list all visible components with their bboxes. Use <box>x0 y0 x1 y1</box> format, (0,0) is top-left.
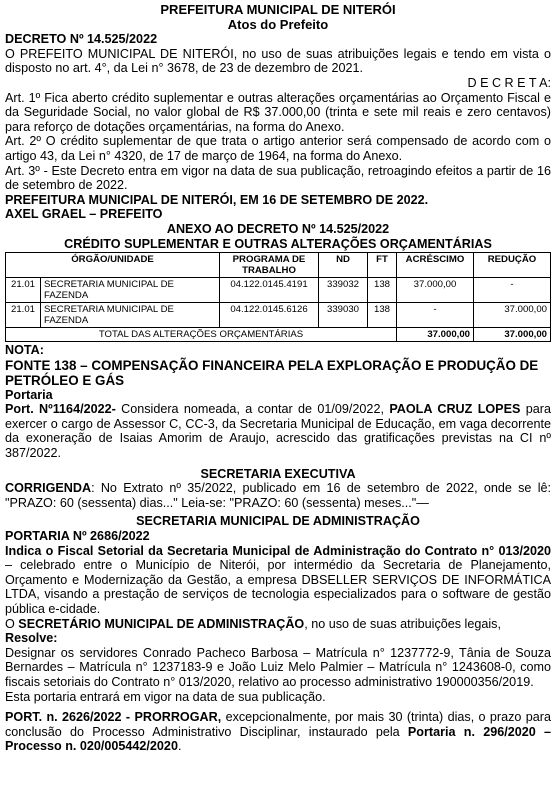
portaria-1164-lead: Port. Nº1164/2022- <box>5 402 116 417</box>
table-row <box>6 278 551 303</box>
designar-text: Designar os servidores Conrado Pacheco Barbosa – Matrícula n° 1237772-9, Tânia de Souza Bernardes – Matrícula n° 1237183-9 e João Luiz Melo Palmier – Matrícula n° 1243608-0, como fiscais setoriais do Contrato n° 013/2020, relativo ao processo administrativo 190000356/2019. <box>5 645 551 689</box>
portaria-2686-title: PORTARIA Nº 2686/2022 <box>5 529 150 544</box>
decreto-sign-place: PREFEITURA MUNICIPAL DE NITERÓI, EM 16 DE SETEMBRO DE 2022. <box>5 192 429 207</box>
cell-nd: 339030 <box>319 303 368 328</box>
portaria-2686-ementa <box>5 544 551 617</box>
decreto-sign-name: AXEL GRAEL – PREFEITO <box>5 207 163 222</box>
cell-unit: SECRETARIA MUNICIPAL DE FAZENDA <box>41 303 220 328</box>
decreto-decreta: D E C R E T A: <box>467 75 551 90</box>
col-orgao: ÓRGÃO/UNIDADE <box>6 253 220 278</box>
cell-acrescimo: - <box>397 303 474 328</box>
portaria-1164-text-a: Considera nomeada, a contar de 01/09/2022, <box>115 402 390 417</box>
col-acrescimo: ACRÉSCIMO <box>397 253 474 278</box>
portaria-1164 <box>5 402 551 460</box>
col-programa: PROGRAMA DE TRABALHO <box>220 253 319 278</box>
cell-programa: 04.122.0145.6126 <box>220 303 319 328</box>
anexo-table <box>5 252 551 342</box>
portaria-2626-lead: PORT. n. 2626/2022 - PRORROGAR, <box>5 710 222 725</box>
total-acrescimo: 37.000,00 <box>397 328 474 342</box>
secretario-line <box>5 617 551 632</box>
secretario-title: SECRETÁRIO MUNICIPAL DE ADMINISTRAÇÃO <box>18 616 305 631</box>
cell-reducao: 37.000,00 <box>474 303 551 328</box>
cell-programa: 04.122.0145.4191 <box>220 278 319 303</box>
table-total-row <box>6 328 551 342</box>
executiva-title: SECRETARIA EXECUTIVA <box>200 466 356 481</box>
nota-fonte: FONTE 138 – COMPENSAÇÃO FINANCEIRA PELA EXPLORAÇÃO E PRODUÇÃO DE PETRÓLEO E GÁS <box>5 357 539 388</box>
decreto-intro: O PREFEITO MUNICIPAL DE NITERÓI, no uso de suas atribuições legais e tendo em vista o disposto no art. 4°, da Lei n° 3678, de 23 de dezembro de 2021. <box>5 46 551 76</box>
portaria-label: Portaria <box>5 387 53 402</box>
nota-label: NOTA: <box>5 343 44 358</box>
corrigenda-lead: CORRIGENDA <box>5 481 92 496</box>
header-org: PREFEITURA MUNICIPAL DE NITERÓI <box>160 2 396 17</box>
cell-unit: SECRETARIA MUNICIPAL DE FAZENDA <box>41 278 220 303</box>
decreto-title: DECRETO Nº 14.525/2022 <box>5 32 158 47</box>
decreto-art1: Art. 1º Fica aberto crédito suplementar e outras alterações orçamentárias ao Orçamento Fiscal e da Seguridade Social, no valor global de R$ 37.000,00 (trinta e sete mil reais e zero centavos) para reforço de dotações orçamentárias, na forma do Anexo. <box>5 90 551 134</box>
portaria-2626-ref: Portaria n. 296/2020 – Processo n. 020/005442/2020 <box>5 724 551 754</box>
cell-code: 21.01 <box>6 303 41 328</box>
col-ft: FT <box>368 253 397 278</box>
vigor-text: Esta portaria entrará em vigor na data de sua publicação. <box>5 689 326 704</box>
portaria-2626 <box>5 710 551 754</box>
cell-ft: 138 <box>368 278 397 303</box>
col-nd: ND <box>319 253 368 278</box>
col-reducao: REDUÇÃO <box>474 253 551 278</box>
cell-acrescimo: 37.000,00 <box>397 278 474 303</box>
portaria-2626-text: excepcionalmente, por mais 30 (trinta) dias, o prazo para conclusão do Processo Administrativo Disciplinar, instaurado pela <box>5 710 551 739</box>
ementa-lead: Indica o Fiscal Setorial da Secretaria Municipal de Administração do Contrato n° 013/2020 <box>5 543 551 558</box>
corrigenda-text: : No Extrato nº 35/2022, publicado em 16 de setembro de 2022, onde se lê: "PRAZO: 60 (sessenta) dias..." Leia-se: "PRAZO: 60 (sessenta) meses..."— <box>5 481 551 510</box>
cell-ft: 138 <box>368 303 397 328</box>
cell-reducao: - <box>474 278 551 303</box>
header-section: Atos do Prefeito <box>227 16 329 32</box>
portaria-1164-text-b: para exercer o cargo de Assessor C, CC-3, da Secretaria Municipal de Educação, em vaga decorrente da exoneração de Isaias Amorim de Araujo, acrescido das gratificações previstas na CI nº 387/2022. <box>5 402 551 461</box>
corrigenda <box>5 481 551 510</box>
table-row <box>6 303 551 328</box>
secretario-c: , no uso de suas atribuições legais, <box>304 616 501 631</box>
portaria-2626-end: . <box>177 739 182 754</box>
decreto-art2: Art. 2º O crédito suplementar de que trata o artigo anterior será compensado de acordo com o artigo 43, da Lei n° 4320, de 17 de março de 1964, na forma do Anexo. <box>5 134 551 163</box>
administracao-title: SECRETARIA MUNICIPAL DE ADMINISTRAÇÃO <box>136 514 420 529</box>
ementa-text: – celebrado entre o Município de Niterói, por intermédio da Secretaria de Planejamento, Orçamento e Modernização da Gestão, a empresa DBSELLER SERVIÇOS DE INFORMÁTICA LTDA, visando a prestação de serviços de tecnologia especializados para o software de gestão pública e-cidade. <box>5 558 551 616</box>
anexo-subtitle: CRÉDITO SUPLEMENTAR E OUTRAS ALTERAÇÕES ORÇAMENTÁRIAS <box>64 236 492 251</box>
total-reducao: 37.000,00 <box>474 328 551 342</box>
decreto-art3: Art. 3º - Este Decreto entra em vigor na data de sua publicação, retroagindo efeitos a partir de 16 de setembro de 2022. <box>5 163 551 193</box>
cell-code: 21.01 <box>6 278 41 303</box>
total-label: TOTAL DAS ALTERAÇÕES ORÇAMENTÁRIAS <box>6 328 397 342</box>
anexo-title: ANEXO AO DECRETO Nº 14.525/2022 <box>166 221 390 236</box>
resolve-label: Resolve: <box>5 631 58 646</box>
secretario-a: O <box>5 616 19 631</box>
portaria-1164-name: PAOLA CRUZ LOPES <box>389 402 521 417</box>
cell-nd: 339032 <box>319 278 368 303</box>
